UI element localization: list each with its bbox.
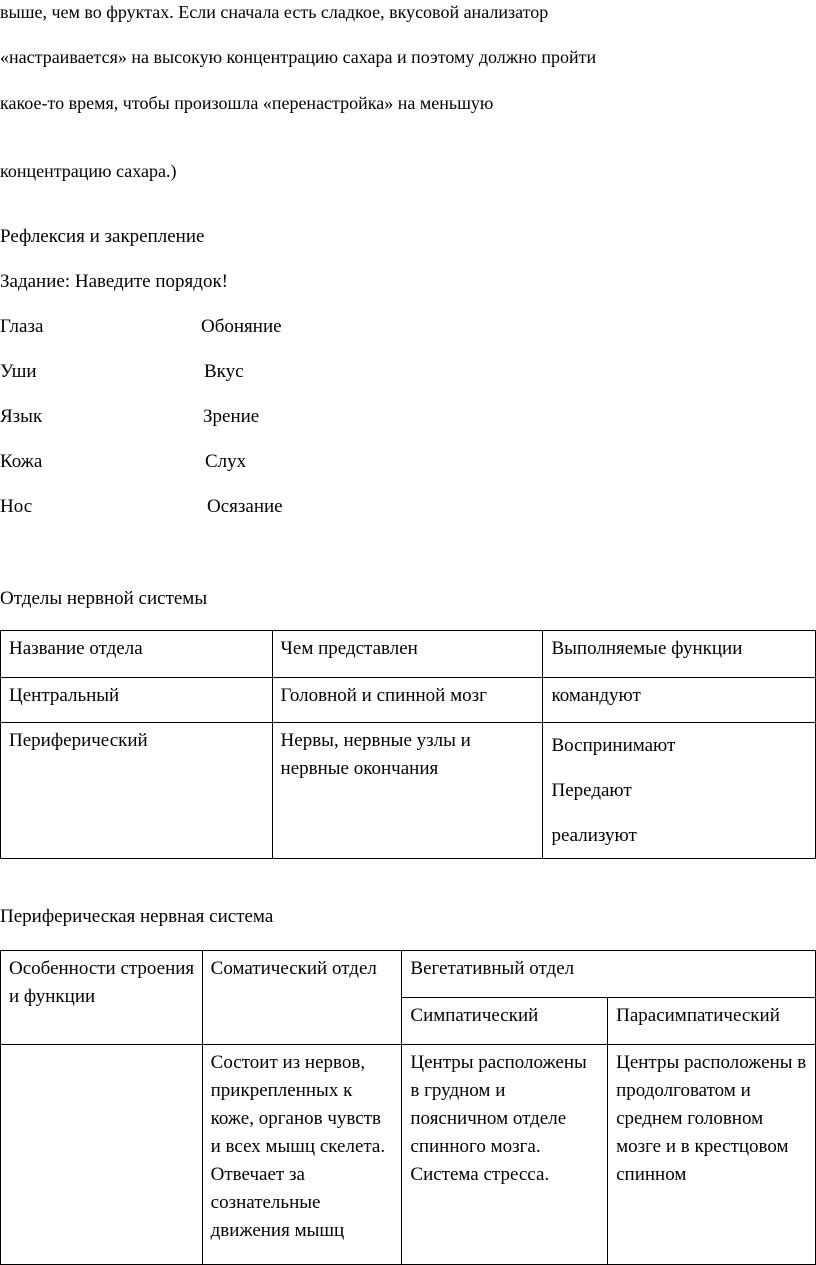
- peripheral-system-table: [0, 950, 816, 1265]
- match-right-1: Обоняние: [201, 316, 282, 337]
- reflection-heading: Рефлексия и закрепление: [0, 226, 205, 247]
- table-header-cell: Соматический отдел: [202, 951, 402, 1045]
- function-item: Передают: [551, 780, 632, 801]
- table-cell: [543, 723, 816, 859]
- nervous-system-divisions-table: [0, 630, 816, 859]
- table-cell: Нервы, нервные узлы и нервные окончания: [272, 723, 543, 859]
- table-row: [1, 1045, 816, 1265]
- table-header-cell: Парасимпатический: [608, 998, 816, 1045]
- task-text: Задание: Наведите порядок!: [0, 271, 228, 292]
- table-cell: Центры расположены в продолговатом и среднем головном мозге и в крестцовом спинном: [608, 1045, 816, 1265]
- match-left-2: Уши: [0, 361, 37, 382]
- match-right-5: Осязание: [207, 496, 283, 517]
- table-cell: Состоит из нервов, прикрепленных к коже, органов чувств и всех мышц скелета. Отвечает за сознательные движения мышц: [202, 1045, 402, 1265]
- table-header-cell: Особенности строения и функции: [1, 951, 203, 1045]
- match-left-3: Язык: [0, 406, 43, 427]
- table-header-cell: Название отдела: [1, 631, 273, 678]
- table-header-cell: Выполняемые функции: [543, 631, 816, 678]
- table-cell: Центральный: [1, 678, 273, 723]
- table-header-row: [1, 951, 816, 998]
- table-row: [1, 723, 816, 859]
- match-left-4: Кожа: [0, 451, 43, 472]
- table-cell: Центры расположены в грудном и поясничном отделе спинного мозга. Система стресса.: [402, 1045, 608, 1265]
- match-left-1: Глаза: [0, 316, 44, 337]
- table-header-cell: Вегетативный отдел: [402, 951, 816, 998]
- table-row: [1, 678, 816, 723]
- table-cell: Периферический: [1, 723, 273, 859]
- table-cell: командуют: [543, 678, 816, 723]
- table-cell: [1, 1045, 203, 1265]
- intro-line-4: концентрацию сахара.): [0, 161, 177, 181]
- intro-line-2: «настраивается» на высокую концентрацию сахара и поэтому должно пройти: [0, 47, 597, 67]
- table1-title: Отделы нервной системы: [0, 588, 208, 609]
- table-header-cell: Чем представлен: [272, 631, 543, 678]
- table2-title: Периферическая нервная система: [0, 906, 274, 927]
- function-item: реализуют: [551, 825, 637, 846]
- table-cell: Головной и спинной мозг: [272, 678, 543, 723]
- match-right-2: Вкус: [204, 361, 244, 382]
- match-right-3: Зрение: [203, 406, 260, 427]
- intro-line-3: какое-то время, чтобы произошла «перенастройка» на меньшую: [0, 93, 494, 113]
- table-header-cell: Симпатический: [402, 998, 608, 1045]
- match-left-5: Нос: [0, 496, 33, 517]
- table-header-row: [1, 631, 816, 678]
- intro-line-1: выше, чем во фруктах. Если сначала есть сладкое, вкусовой анализатор: [0, 2, 549, 22]
- match-right-4: Слух: [205, 451, 247, 472]
- function-item: Воспринимают: [551, 735, 676, 756]
